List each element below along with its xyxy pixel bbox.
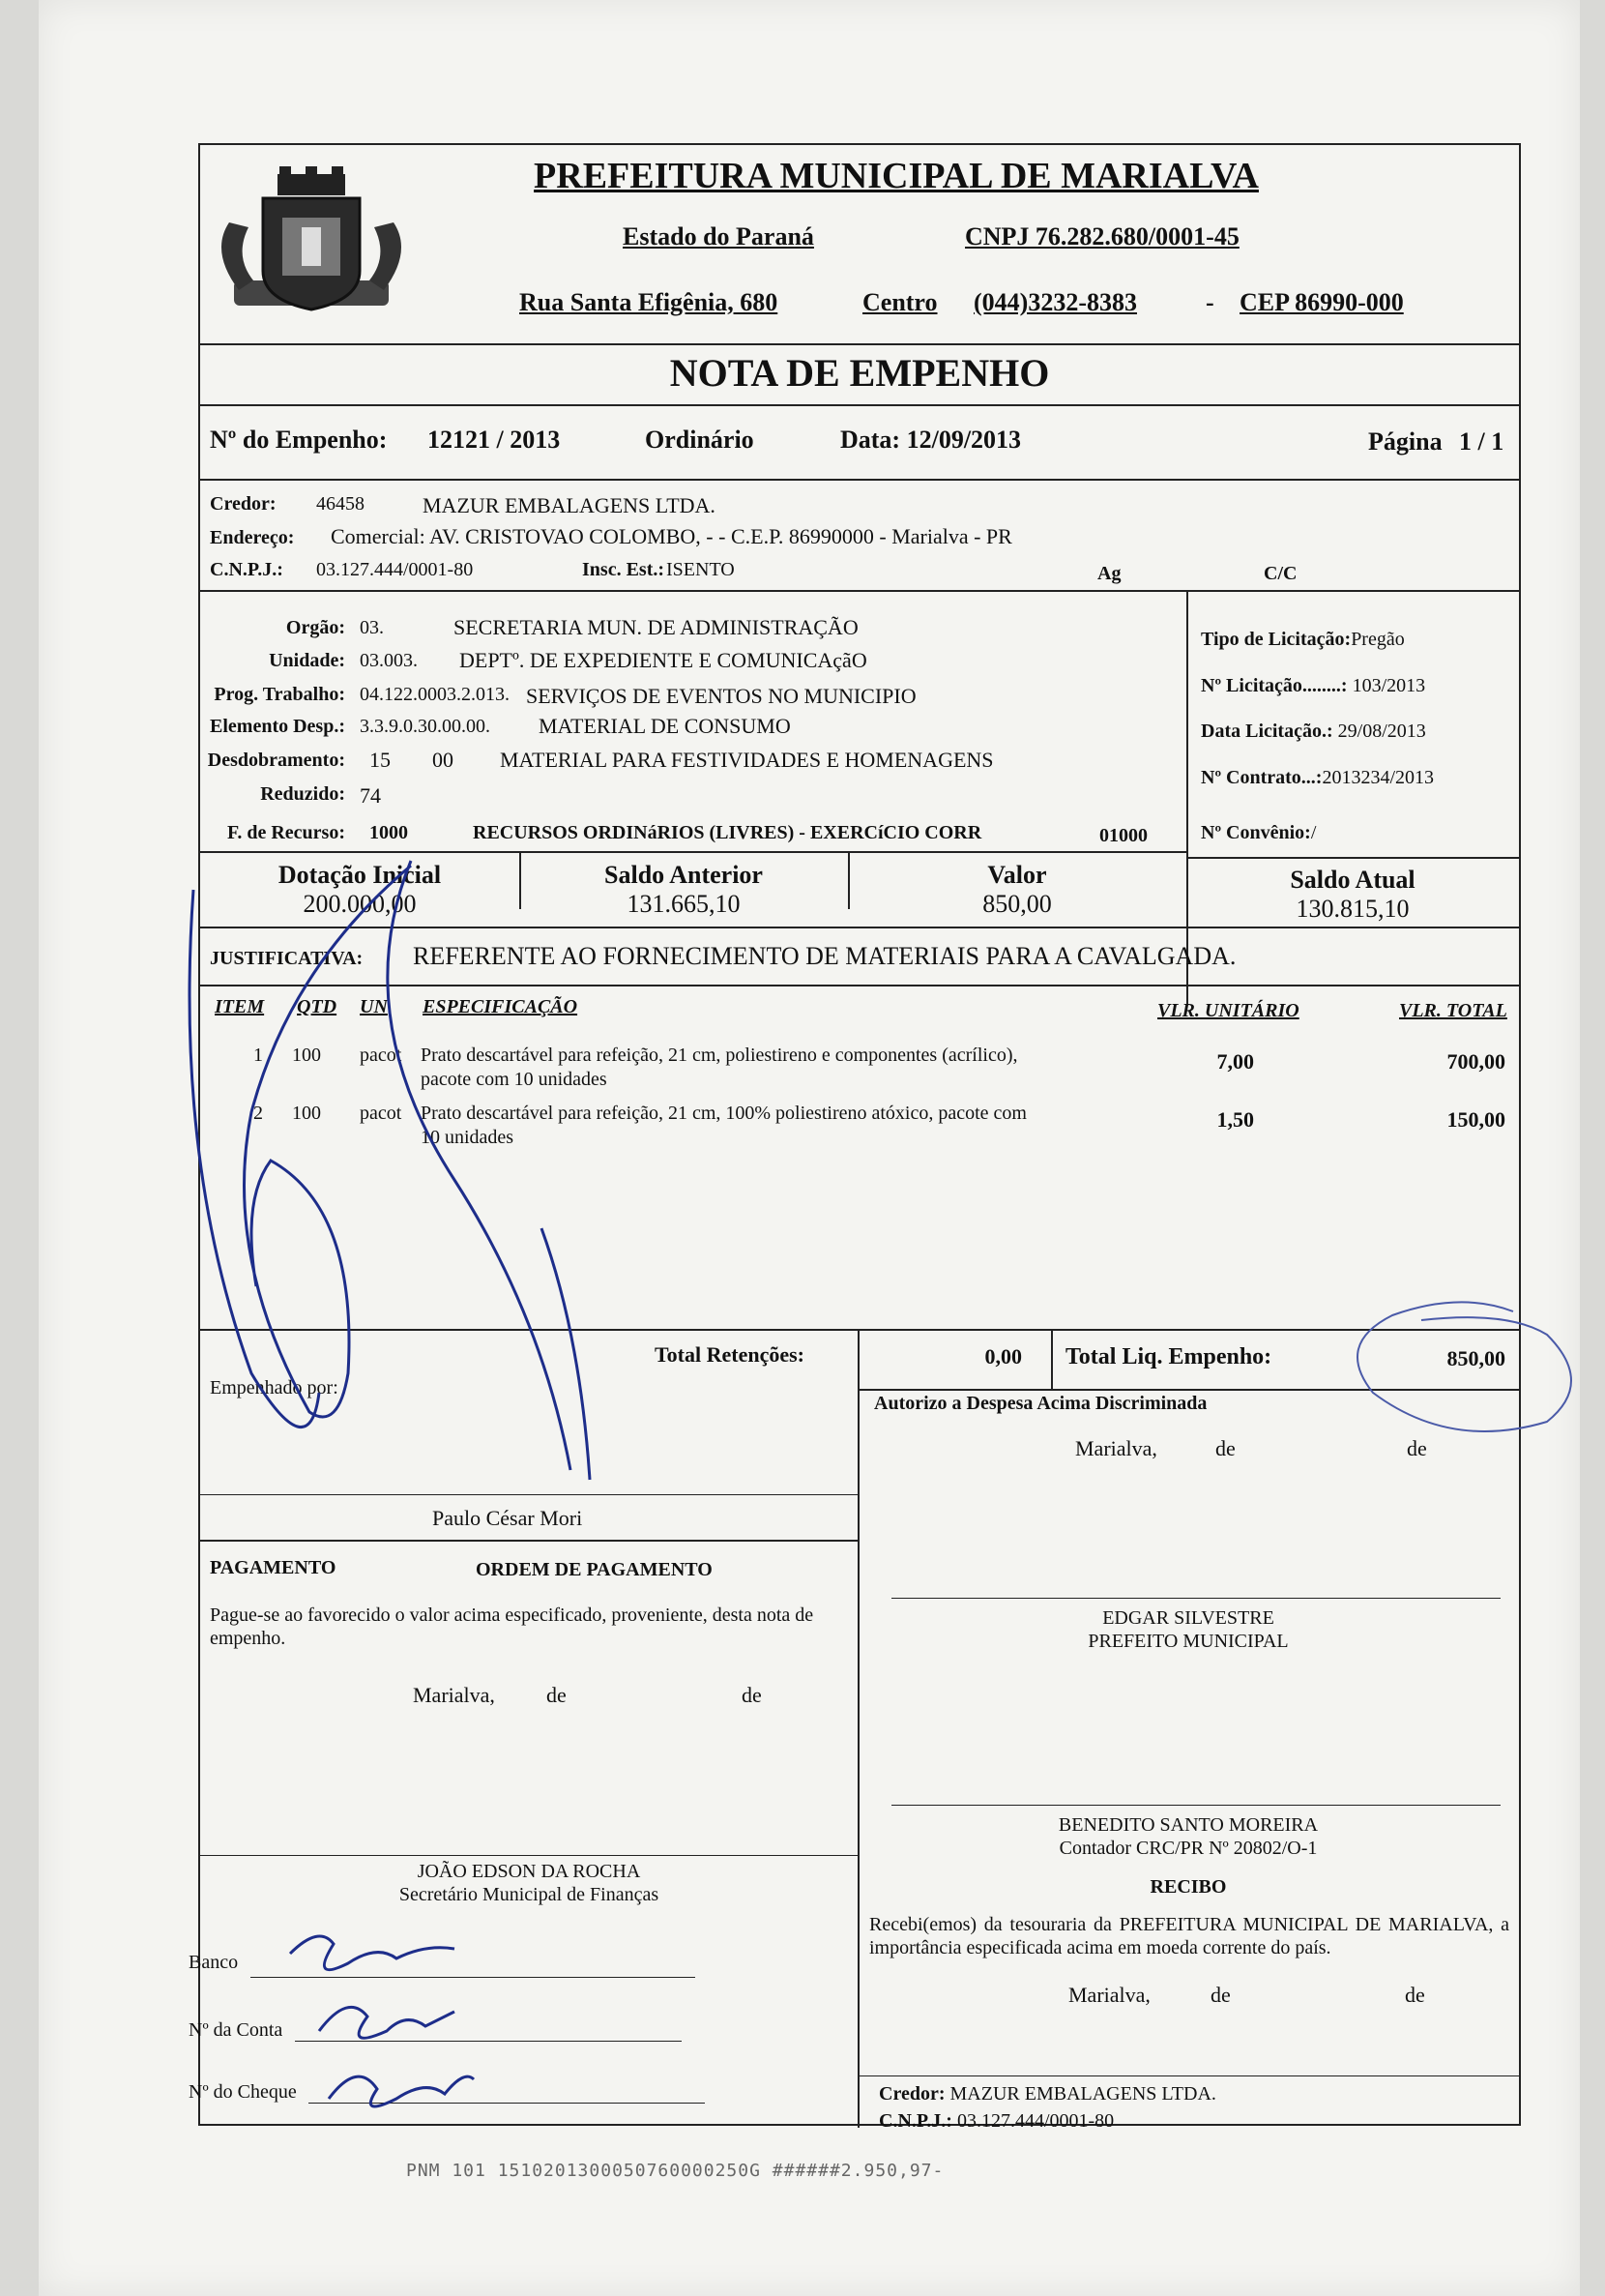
address-cep: CEP 86990-000	[1240, 288, 1404, 316]
item-number: 1	[253, 1045, 263, 1066]
pagamento-city: Marialva,	[413, 1683, 495, 1707]
saldo-anterior-label: Saldo Anterior	[604, 861, 763, 889]
pagamento-de-2: de	[742, 1683, 762, 1707]
col-item: ITEM	[215, 996, 265, 1017]
unidade-code: 03.003.	[360, 650, 418, 671]
desdobramento-label: Desdobramento:	[207, 750, 345, 771]
saldo-atual-value: 130.815,10	[1296, 895, 1410, 923]
item-qty: 100	[292, 1103, 321, 1124]
pagamento-label: PAGAMENTO	[210, 1557, 336, 1578]
page-number: 1 / 1	[1459, 427, 1504, 456]
pagamento-de-1: de	[546, 1683, 567, 1707]
recurso-name: RECURSOS ORDINáRIOS (LIVRES) - EXERCíCIO CORR	[473, 822, 982, 843]
elemento-code: 3.3.9.0.30.00.00.	[360, 716, 490, 737]
saldo-atual-label: Saldo Atual	[1290, 866, 1415, 894]
credor-code: 46458	[316, 493, 365, 515]
prefeito-title: PREFEITO MUNICIPAL	[1088, 1631, 1289, 1652]
item-qty: 100	[292, 1045, 321, 1066]
item-number: 2	[253, 1103, 263, 1124]
autorizo-de-1: de	[1215, 1436, 1236, 1460]
dotacao-value: 200.000,00	[303, 890, 417, 918]
item-unit-price: 7,00	[1216, 1049, 1254, 1074]
nota-de-empenho-form	[189, 143, 1521, 2132]
empenho-type: Ordinário	[645, 426, 754, 454]
empenhado-por-label: Empenhado por:	[210, 1377, 338, 1398]
licitacao-numero: Nº Licitação........: 103/2013	[1201, 675, 1426, 696]
prog-code: 04.122.0003.2.013.	[360, 684, 510, 705]
unidade-label: Unidade:	[269, 650, 345, 671]
agency-label: Ag	[1097, 563, 1122, 584]
prefeito-name: EDGAR SILVESTRE	[1102, 1607, 1274, 1629]
item-unit: pacot	[360, 1103, 402, 1124]
municipal-coat-of-arms-icon	[210, 164, 413, 329]
recibo-title: RECIBO	[1150, 1876, 1227, 1898]
credor-label: Credor:	[210, 493, 277, 515]
empenho-label: Nº do Empenho:	[210, 426, 388, 454]
endereco-label: Endereço:	[210, 527, 295, 548]
address-street: Rua Santa Efigênia, 680	[519, 288, 778, 316]
item-unit-price: 1,50	[1216, 1107, 1254, 1132]
unidade-name: DEPTº. DE EXPEDIENTE E COMUNICAçãO	[459, 648, 867, 672]
item-description-line-1: Prato descartável para refeição, 21 cm, 100% poliestireno atóxico, pacote com	[421, 1103, 1027, 1124]
ordem-pagamento-title: ORDEM DE PAGAMENTO	[476, 1559, 713, 1580]
item-description-line-1: Prato descartável para refeição, 21 cm, poliestireno e componentes (acrílico),	[421, 1045, 1018, 1066]
licitacao-data: Data Licitação.: 29/08/2013	[1201, 721, 1426, 742]
valor-label: Valor	[987, 861, 1047, 889]
recurso-label: F. de Recurso:	[226, 822, 345, 843]
prog-name: SERVIÇOS DE EVENTOS NO MUNICIPIO	[526, 684, 917, 708]
valor-value: 850,00	[982, 890, 1052, 918]
dotacao-label: Dotação Inicial	[277, 861, 442, 889]
retencoes-label: Total Retenções:	[655, 1342, 804, 1367]
justificativa-label: JUSTIFICATIVA:	[210, 948, 364, 969]
orgao-code: 03.	[360, 617, 384, 638]
licitacao-tipo: Tipo de Licitação:Pregão	[1201, 629, 1405, 650]
retencoes-value: 0,00	[984, 1344, 1022, 1369]
item-total: 700,00	[1446, 1049, 1505, 1074]
orgao-name: SECRETARIA MUN. DE ADMINISTRAÇÃO	[453, 615, 859, 639]
cnpj-label: C.N.P.J.:	[210, 559, 283, 580]
col-especificacao: ESPECIFICAÇÃO	[423, 996, 578, 1017]
desdobramento-code-2: 00	[432, 748, 453, 772]
prefeitura-cnpj: CNPJ 76.282.680/0001-45	[965, 222, 1240, 250]
address-centro: Centro	[862, 288, 938, 316]
item-total: 150,00	[1446, 1107, 1505, 1132]
conta-label: Nº da Conta	[189, 2019, 283, 2041]
document-title: NOTA DE EMPENHO	[669, 351, 1050, 395]
footer-print-code: PNM 101 1510201300050760000250G ######2.950,97-	[406, 2161, 945, 2181]
insc-value: ISENTO	[666, 559, 735, 580]
credor-cnpj: 03.127.444/0001-80	[316, 559, 474, 580]
desdobramento-name: MATERIAL PARA FESTIVIDADES E HOMENAGENS	[500, 748, 994, 772]
autorizo-de-2: de	[1407, 1436, 1427, 1460]
credor-name: MAZUR EMBALAGENS LTDA.	[423, 493, 715, 517]
autorizo-city: Marialva,	[1075, 1436, 1157, 1460]
orgao-label: Orgão:	[285, 617, 345, 638]
col-qtd: QTD	[297, 996, 337, 1017]
empenho-date: Data: 12/09/2013	[840, 426, 1022, 454]
reduzido-label: Reduzido:	[260, 783, 345, 805]
prog-label: Prog. Trabalho:	[214, 684, 345, 705]
account-label: C/C	[1264, 563, 1298, 584]
page-label: Página	[1368, 427, 1443, 456]
secretario-name: JOÃO EDSON DA ROCHA	[417, 1861, 641, 1882]
total-liquido-value: 850,00	[1446, 1346, 1505, 1370]
autorizo-text: Autorizo a Despesa Acima Discriminada	[874, 1393, 1208, 1414]
item-description-line-2: pacote com 10 unidades	[421, 1069, 607, 1090]
saldo-anterior-value: 131.665,10	[627, 890, 741, 918]
address-phone: (044)3232-8383	[974, 288, 1137, 316]
total-liquido-label: Total Liq. Empenho:	[1065, 1344, 1272, 1369]
banco-label: Banco	[189, 1952, 239, 1973]
recibo-text: Recebi(emos) da tesouraria da PREFEITURA MUNICIPAL DE MARIALVA, a importância especificada acima em moeda corrente do país.	[869, 1914, 1509, 1958]
elemento-label: Elemento Desp.:	[210, 716, 345, 737]
empenho-number: 12121 / 2013	[427, 426, 561, 454]
recibo-cnpj: C.N.P.J.: 03.127.444/0001-80	[879, 2110, 1115, 2132]
col-valor-unitario: VLR. UNITÁRIO	[1157, 1000, 1299, 1021]
cheque-label: Nº do Cheque	[189, 2081, 297, 2103]
recibo-credor: Credor: MAZUR EMBALAGENS LTDA.	[879, 2083, 1216, 2105]
recurso-code-2: 01000	[1099, 825, 1148, 846]
contrato-numero: Nº Contrato...:2013234/2013	[1201, 767, 1435, 788]
desdobramento-code-1: 15	[369, 748, 391, 772]
elemento-name: MATERIAL DE CONSUMO	[539, 714, 791, 738]
col-un: UN	[360, 996, 388, 1017]
recibo-de-1: de	[1211, 1983, 1231, 2007]
empenhado-por-name: Paulo César Mori	[432, 1506, 583, 1530]
secretario-title: Secretário Municipal de Finanças	[398, 1884, 659, 1905]
col-valor-total: VLR. TOTAL	[1399, 1000, 1507, 1021]
contador-title: Contador CRC/PR Nº 20802/O-1	[1059, 1838, 1318, 1859]
page-title: PREFEITURA MUNICIPAL DE MARIALVA	[534, 156, 1259, 196]
reduzido-value: 74	[360, 783, 381, 808]
address-separator: -	[1206, 288, 1214, 316]
justificativa-text: REFERENTE AO FORNECIMENTO DE MATERIAIS PARA A CAVALGADA.	[413, 942, 1237, 970]
estado: Estado do Paraná	[623, 222, 814, 250]
item-unit: pacot	[360, 1045, 402, 1066]
credor-address: Comercial: AV. CRISTOVAO COLOMBO, - - C.E.P. 86990000 - Marialva - PR	[331, 524, 1012, 548]
ordem-pagamento-text: Pague-se ao favorecido o valor acima especificado, proveniente, desta nota de empenho.	[210, 1604, 814, 1649]
recibo-de-2: de	[1405, 1983, 1425, 2007]
insc-label: Insc. Est.:	[582, 559, 665, 580]
item-description-line-2: 10 unidades	[421, 1127, 514, 1148]
recurso-code: 1000	[369, 822, 408, 843]
convenio-numero: Nº Convênio:/	[1201, 822, 1317, 843]
contador-name: BENEDITO SANTO MOREIRA	[1058, 1814, 1319, 1836]
recibo-city: Marialva,	[1068, 1983, 1151, 2007]
